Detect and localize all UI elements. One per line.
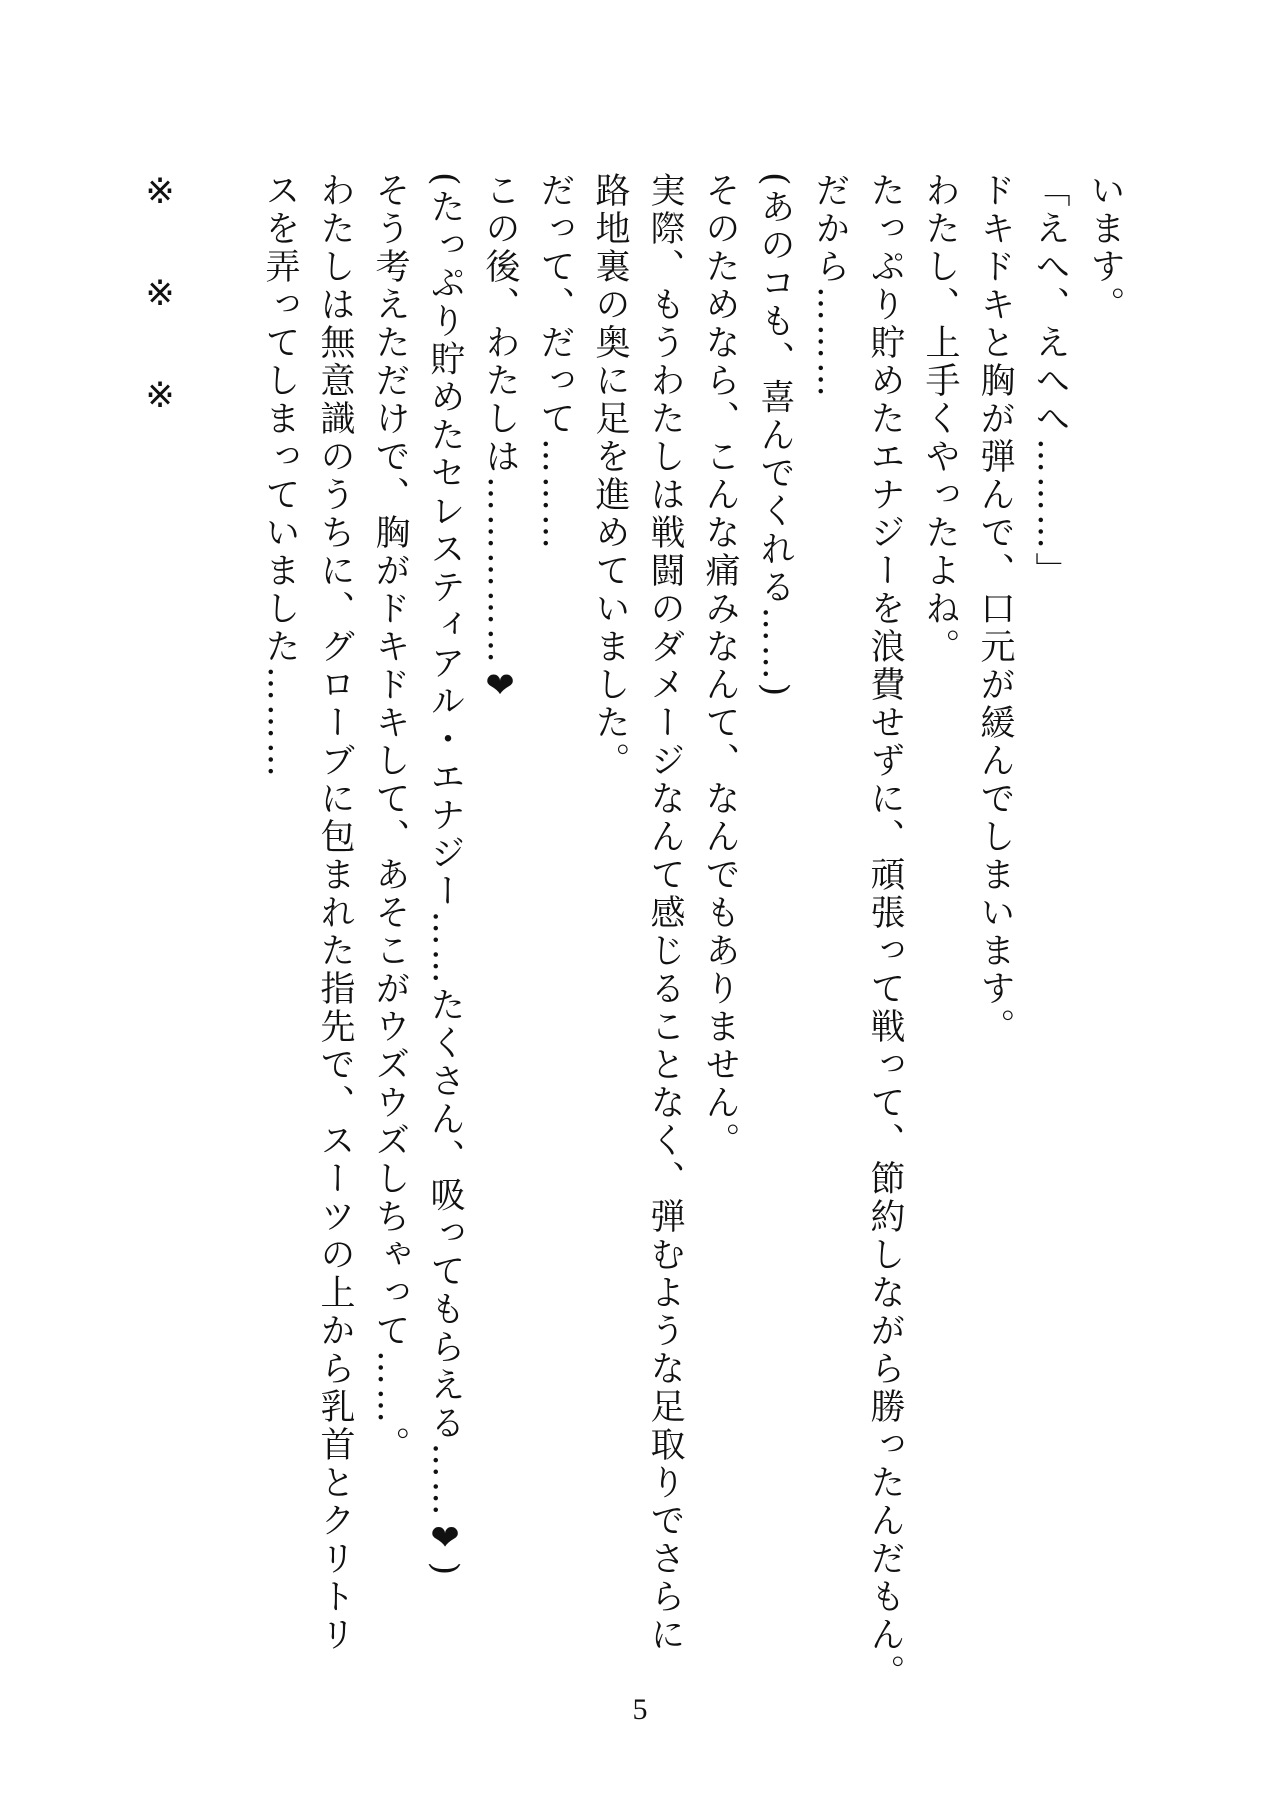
- text-line: 路地裏の奥に足を進めていました。: [590, 172, 630, 780]
- text-line: ドキドキと胸が弾んで、口元が緩んでしまいます。: [975, 172, 1015, 1046]
- text-line: だから………: [810, 172, 850, 400]
- text-line: わたし、上手くやったよね。: [920, 172, 960, 666]
- text-line: 「えへ、えへへ………」: [1030, 172, 1070, 590]
- text-line: (たっぷり貯めたセレスティアル・エナジー……たくさん、吸ってもらえる……❤): [425, 172, 465, 1579]
- text-line: たっぷり貯めたエナジーを浪費せずに、頑張って戦って、節約しながら勝ったんだもん。: [865, 172, 905, 1692]
- text-line: この後、わたしは……………❤: [480, 172, 520, 709]
- text-line: そう考えただけで、胸がドキドキして、あそこがウズウズしちゃって……。: [370, 172, 410, 1464]
- vertical-text-body: [252, 172, 1132, 1692]
- text-line: スを弄ってしまっていました………: [260, 172, 300, 780]
- text-line: います。: [1085, 172, 1125, 324]
- text-line: 実際、もうわたしは戦闘のダメージなんて感じることなく、弾むような足取りでさらに: [645, 172, 685, 1654]
- text-line: (あのコも、喜んでくれる……): [755, 172, 795, 700]
- scene-break-marker: ※※※: [140, 172, 180, 478]
- page-number: 5: [632, 1693, 648, 1726]
- text-line: わたしは無意識のうちに、グローブに包まれた指先で、スーツの上から乳首とクリトリ: [315, 172, 355, 1654]
- text-line: だって、だって………: [535, 172, 575, 552]
- text-line: そのためなら、こんな痛みなんて、なんでもありません。: [700, 172, 740, 1160]
